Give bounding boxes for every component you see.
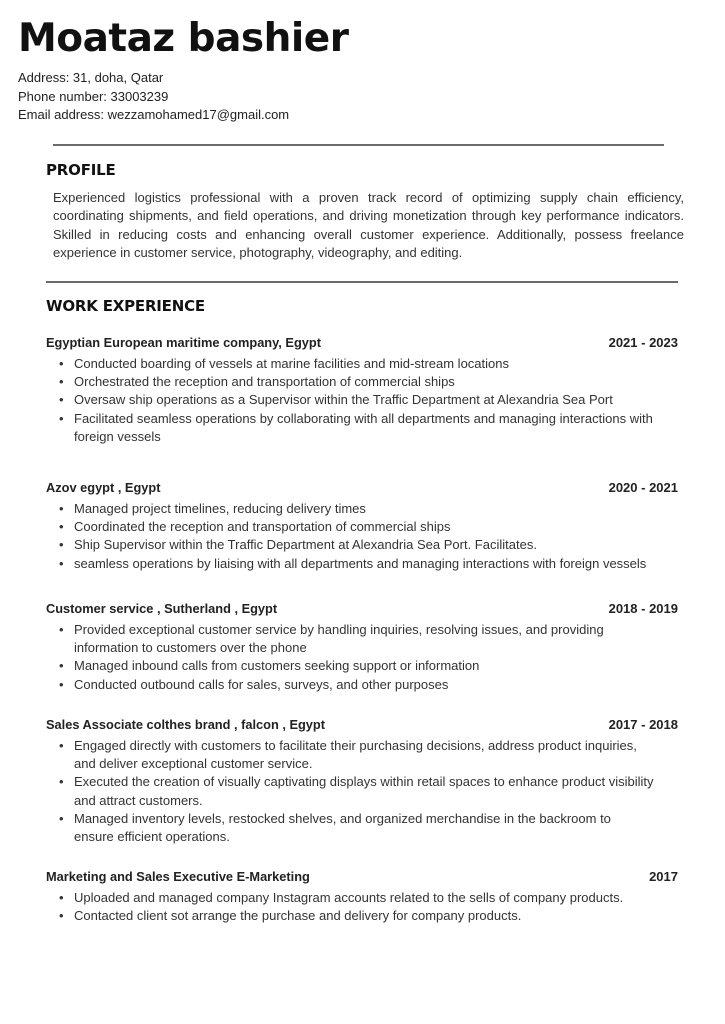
bullet-item: • Conducted outbound calls for sales, surveys, and other purposes [46,676,654,694]
bullet-item: • Managed project timelines, reducing delivery times [46,500,654,518]
profile-heading: PROFILE [46,161,116,179]
bullet-item: • Coordinated the reception and transportation of commercial ships [46,518,654,536]
job-entry [46,601,678,694]
job-dates: 2017 - 2018 [608,717,678,732]
job-title: Egyptian European maritime company, Egypt [46,335,321,350]
bullet-item: • Ship Supervisor within the Traffic Department at Alexandria Sea Port. Facilitates. [46,536,654,554]
job-bullets [46,500,678,573]
bullet-item: • Managed inventory levels, restocked shelves, and organized merchandise in the backroom to ensure efficient operations. [46,810,654,846]
work-experience-heading: WORK EXPERIENCE [46,297,205,315]
job-bullets [46,621,678,694]
job-title: Customer service , Sutherland , Egypt [46,601,278,616]
header-divider [53,144,664,146]
job-bullets [46,737,678,846]
job-dates: 2021 - 2023 [608,335,678,350]
job-title: Marketing and Sales Executive E-Marketing [46,869,310,884]
bullet-item: • Contacted client sot arrange the purchase and delivery for company products. [46,907,654,925]
contact-info [18,69,289,125]
candidate-name: Moataz bashier [18,16,349,61]
bullet-item: • Oversaw ship operations as a Supervisor within the Traffic Department at Alexandria Sea Port [46,391,654,409]
job-entry [46,335,678,446]
bullet-item: • Engaged directly with customers to facilitate their purchasing decisions, address product inquiries, and deliver exceptional customer service. [46,737,654,773]
bullet-item: • Conducted boarding of vessels at marine facilities and mid-stream locations [46,355,654,373]
job-entry [46,480,678,573]
bullet-item: • Orchestrated the reception and transportation of commercial ships [46,373,654,391]
bullet-item: • Uploaded and managed company Instagram accounts related to the sells of company products. [46,889,654,907]
job-dates: 2020 - 2021 [608,480,678,495]
job-title: Azov egypt , Egypt [46,480,161,495]
job-entry [46,717,678,846]
job-title: Sales Associate colthes brand , falcon , Egypt [46,717,326,732]
job-bullets [46,355,678,446]
bullet-item: • Executed the creation of visually captivating displays within retail spaces to enhance product visibility and attract customers. [46,773,654,809]
email-line: Email address: wezzamohamed17@gmail.com [18,107,290,122]
address-line: Address: 31, doha, Qatar [18,70,164,85]
profile-summary: Experienced logistics professional with a proven track record of optimizing supply chain efficiency, coordinating shipments, and field operations, and driving monetization through key performance indicators. Skilled in reducing costs and enhancing overall customer experience. Additionally, possess freelance experience in customer service, photography, videography, and editing. [53,190,684,260]
job-bullets [46,889,678,925]
bullet-item: • Provided exceptional customer service by handling inquiries, resolving issues, and providing information to customers over the phone [46,621,654,657]
bullet-item: • Managed inbound calls from customers seeking support or information [46,657,654,675]
phone-line: Phone number: 33003239 [18,88,169,104]
bullet-item: • Facilitated seamless operations by collaborating with all departments and managing interactions with foreign vessels [46,410,654,446]
job-entry [46,869,678,925]
profile-divider [46,281,678,283]
job-dates: 2018 - 2019 [608,601,678,616]
bullet-item: • seamless operations by liaising with all departments and managing interactions with foreign vessels [46,555,654,573]
job-dates: 2017 [649,869,678,884]
